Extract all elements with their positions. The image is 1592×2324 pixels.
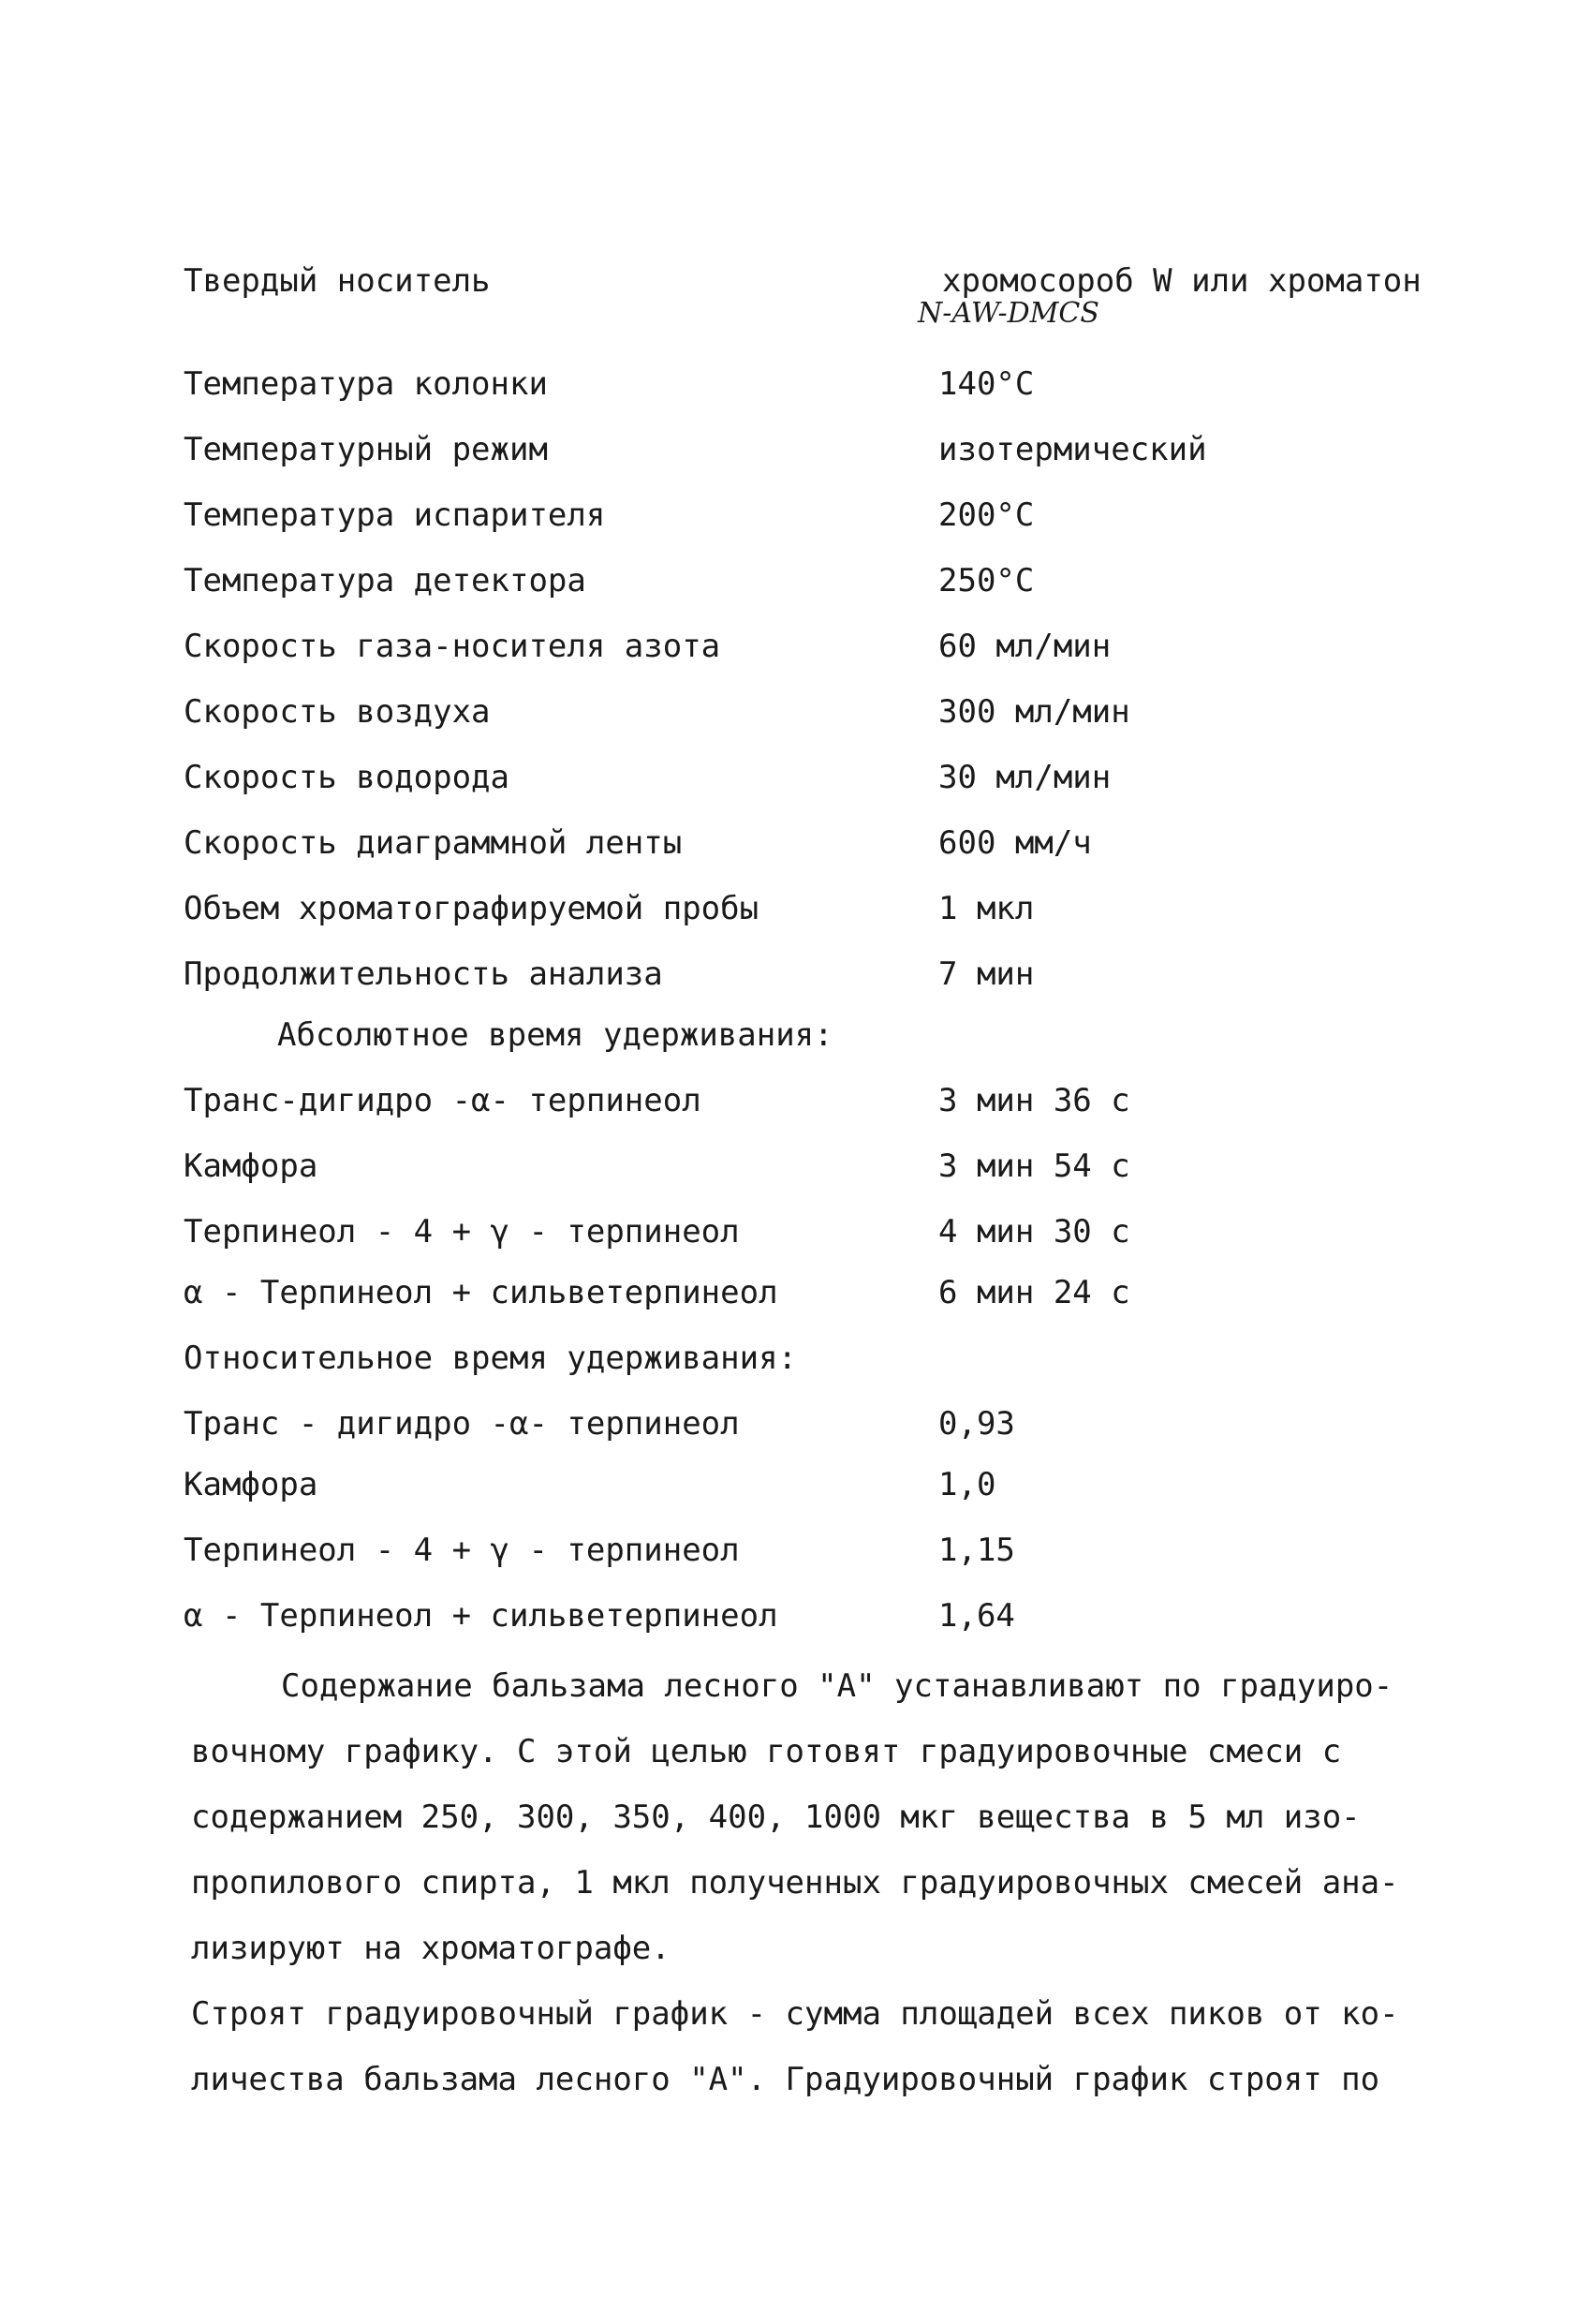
parameter-row [184, 946, 1438, 1002]
compound-label: Терпинеол - 4 + γ - терпинеол [184, 1532, 740, 1569]
compound-label: Камфора [184, 1466, 318, 1503]
section-heading: Абсолютное время удерживания: [277, 1016, 833, 1054]
compound-label: Камфора [184, 1147, 318, 1185]
parameter-row [184, 881, 1438, 937]
paragraph-line: пропилового спирта, 1 мкл полученных градуировочных смесей ана- [191, 1864, 1399, 1902]
retention-row [184, 1457, 1438, 1513]
compound-label: Транс-дигидро -α- терпинеол [184, 1082, 701, 1119]
paragraph-line: вочному графику. С этой целью готовят градуировочные смеси с [191, 1733, 1342, 1770]
retention-value: 4 мин 30 с [938, 1213, 1130, 1251]
retention-row [184, 1138, 1438, 1194]
parameter-label: Скорость воздуха [184, 693, 491, 731]
parameter-value: 1 мкл [938, 890, 1035, 927]
parameter-value: 300 мл/мин [938, 693, 1130, 731]
compound-label: Транс - дигидро -α- терпинеол [184, 1405, 740, 1443]
section-heading: Относительное время удерживания: [184, 1340, 798, 1377]
retention-value: 0,93 [938, 1405, 1015, 1443]
retention-row [184, 1204, 1438, 1260]
paragraph-line: содержанием 250, 300, 350, 400, 1000 мкг вещества в 5 мл изо- [191, 1799, 1361, 1836]
paragraph-line: личества бальзама лесного "А". Градуировочный график строят по [191, 2061, 1380, 2098]
compound-label: α - Терпинеол + сильветерпинеол [184, 1274, 778, 1311]
parameter-value: изотермический [938, 431, 1207, 468]
parameter-label: Температура детектора [184, 562, 586, 600]
paragraph-line: лизируют на хроматографе. [191, 1930, 671, 1967]
parameter-row [184, 253, 1438, 309]
retention-row [184, 1265, 1438, 1321]
parameter-row [184, 356, 1438, 412]
paragraph-graph [191, 1981, 1437, 2112]
parameter-value: хромосороб W или хроматон [942, 262, 1422, 300]
parameter-label: Продолжительность анализа [184, 955, 663, 993]
parameter-value: 140°С [938, 365, 1035, 403]
retention-value: 1,0 [938, 1466, 996, 1503]
parameter-row [184, 422, 1438, 478]
section-heading-relative [184, 1330, 1438, 1386]
parameter-label: Температура колонки [184, 365, 548, 403]
retention-value: 3 мин 36 с [938, 1082, 1130, 1119]
retention-row [184, 1396, 1438, 1452]
retention-value: 1,15 [938, 1532, 1015, 1569]
parameter-value: 30 мл/мин [938, 759, 1112, 796]
retention-value: 1,64 [938, 1597, 1015, 1635]
retention-row [184, 1522, 1438, 1578]
compound-label: Терпинеол - 4 + γ - терпинеол [184, 1213, 740, 1251]
parameter-row [184, 815, 1438, 871]
parameter-label: Объем хроматографируемой пробы [184, 890, 759, 927]
retention-row [184, 1588, 1438, 1644]
parameter-value: 7 мин [938, 955, 1035, 993]
retention-row [184, 1073, 1438, 1129]
retention-value: 6 мин 24 с [938, 1274, 1130, 1311]
parameter-row [184, 553, 1438, 609]
section-heading-absolute [184, 1007, 1438, 1063]
compound-label: α - Терпинеол + сильветерпинеол [184, 1597, 778, 1635]
parameter-label: Твердый носитель [184, 262, 491, 300]
parameter-row [184, 749, 1438, 806]
parameter-row [184, 487, 1438, 543]
parameter-row [184, 684, 1438, 740]
parameter-row [184, 618, 1438, 674]
parameter-label: Скорость диаграммной ленты [184, 824, 683, 862]
paragraph-line: Содержание бальзама лесного "А" устанавливают по градуиро- [281, 1667, 1393, 1705]
paragraph-line: Строят градуировочный график - сумма площадей всех пиков от ко- [191, 1995, 1399, 2033]
parameter-value: 600 мм/ч [938, 824, 1092, 862]
parameter-label: Скорость водорода [184, 759, 509, 796]
parameter-value: 60 мл/мин [938, 628, 1112, 665]
parameter-label: Температурный режим [184, 431, 548, 468]
parameter-label: Скорость газа-носителя азота [184, 628, 721, 665]
retention-value: 3 мин 54 с [938, 1147, 1130, 1185]
paragraph-calibration [191, 1653, 1437, 1981]
handwritten-note: N-AW-DMCS [918, 297, 1099, 330]
parameter-value: 200°С [938, 496, 1035, 534]
parameter-label: Температура испарителя [184, 496, 606, 534]
parameter-value: 250°С [938, 562, 1035, 600]
